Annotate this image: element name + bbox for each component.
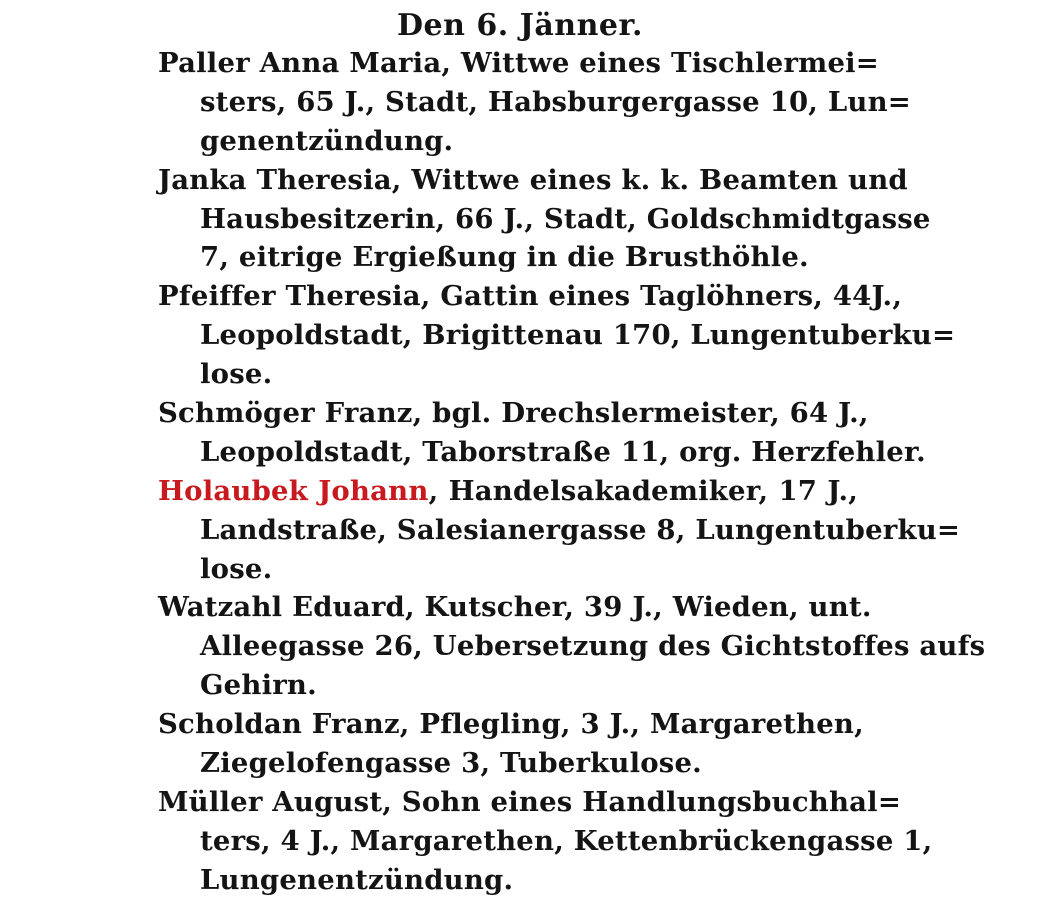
- entry-continuation-line: Leopoldstadt, Taborstraße 11, org. Herzfehler.: [200, 435, 926, 468]
- death-notice-list: [158, 44, 986, 900]
- person-name: Pfeiffer Theresia: [158, 280, 421, 313]
- entry-text: , Kutscher, 39 J., Wieden, unt.: [404, 591, 872, 624]
- entry-first-line: [158, 588, 872, 627]
- person-name: Scholdan Franz: [158, 708, 400, 741]
- entry-text: , Wittwe eines k. k. Beamten und: [391, 163, 908, 196]
- person-name: Schmöger Franz: [158, 397, 413, 430]
- section-heading: Den 6. Jänner.: [397, 8, 643, 43]
- entry-continuation-line: Ziegelofengasse 3, Tuberkulose.: [200, 747, 702, 780]
- entry-text: , Sohn eines Handlungsbuchhal=: [382, 785, 902, 818]
- person-name-highlighted: Holaubek Johann: [158, 474, 429, 507]
- notice-entry: [158, 705, 864, 783]
- entry-continuation-line: sters, 65 J., Stadt, Habsburgergasse 10, Lun=: [200, 85, 912, 118]
- entry-continuation-line: Gehirn.: [200, 669, 317, 702]
- entry-continuation-line: Alleegasse 26, Uebersetzung des Gichtstoffes aufs: [200, 630, 986, 663]
- entry-text: , Wittwe eines Tischlermei=: [441, 47, 880, 79]
- entry-continuation-line: Leopoldstadt, Brigittenau 170, Lungentuberku=: [200, 319, 956, 352]
- entry-text: , Pflegling, 3 J., Margarethen,: [399, 708, 864, 741]
- entry-continuation-line: ters, 4 J., Margarethen, Kettenbrückengasse 1,: [200, 824, 933, 857]
- notice-entry: [158, 44, 912, 161]
- entry-continuation-line: genentzündung.: [200, 124, 454, 157]
- entry-continuation-line: Lungenentzündung.: [200, 863, 514, 896]
- entry-first-line: [158, 783, 902, 822]
- entry-continuation-line: lose.: [200, 358, 273, 391]
- entry-text: , Handelsakademiker, 17 J.,: [428, 474, 859, 507]
- notice-entry: [158, 161, 931, 278]
- entry-first-line: [158, 44, 880, 83]
- entry-first-line: [158, 705, 864, 744]
- entry-first-line: [158, 161, 908, 200]
- notice-entry-highlighted: [158, 472, 961, 589]
- entry-continuation-line: lose.: [200, 552, 273, 585]
- person-name: Watzahl Eduard: [158, 591, 405, 624]
- entry-first-line: [158, 277, 903, 316]
- entry-text: , bgl. Drechslermeister, 64 J.,: [412, 397, 869, 430]
- entry-first-line: [158, 472, 858, 511]
- entry-continuation-line: 7, eitrige Ergießung in die Brusthöhle.: [200, 241, 809, 274]
- person-name: Müller August: [158, 785, 383, 818]
- notice-entry: [158, 783, 933, 900]
- entry-continuation-line: Hausbesitzerin, 66 J., Stadt, Goldschmidtgasse: [200, 202, 931, 235]
- entry-first-line: [158, 394, 869, 433]
- notice-entry: [158, 277, 956, 394]
- person-name: Janka Theresia: [158, 163, 392, 196]
- entry-continuation-line: Landstraße, Salesianergasse 8, Lungentuberku=: [200, 513, 961, 546]
- notice-entry: [158, 394, 926, 472]
- person-name: Paller Anna Maria: [158, 47, 442, 79]
- notice-entry: [158, 588, 986, 705]
- entry-text: , Gattin eines Taglöhners, 44J.,: [420, 280, 903, 313]
